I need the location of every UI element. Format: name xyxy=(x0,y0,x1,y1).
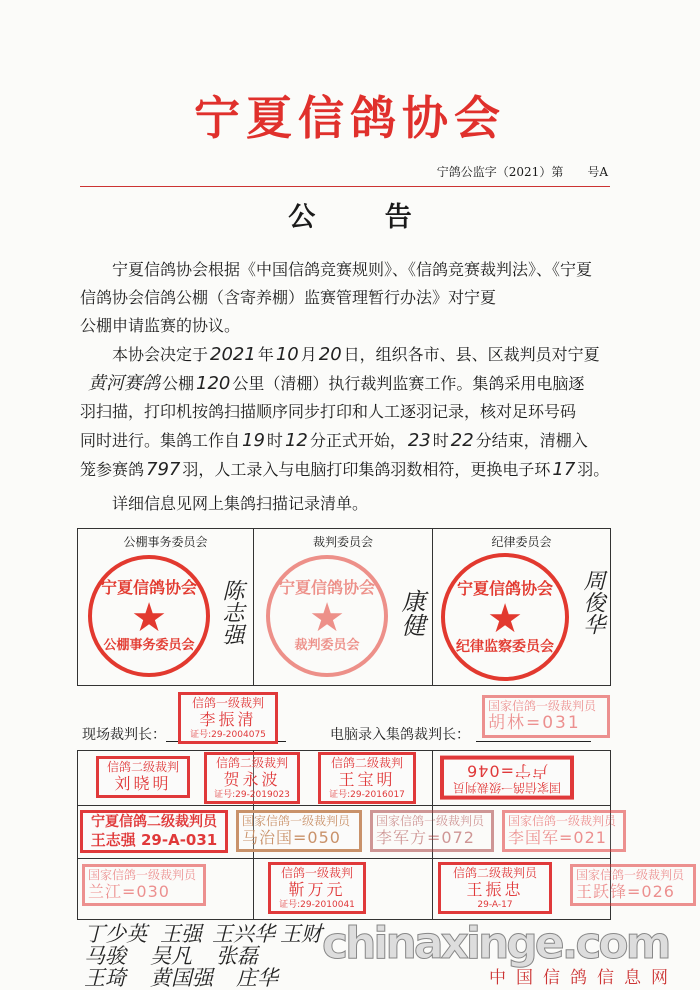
official-seal xyxy=(441,553,569,681)
referee-stamp xyxy=(318,752,416,804)
stamp-text: 证号:29-2004075 xyxy=(190,729,266,740)
stamp-text: 李振清 xyxy=(199,710,257,730)
official-seal xyxy=(88,555,210,677)
handwritten-ring-count: 17 xyxy=(552,459,576,480)
field-chief-label: 现场裁判长： xyxy=(82,727,166,743)
referee-stamp xyxy=(502,810,626,852)
paragraph-line xyxy=(86,372,584,396)
text: 日，组织各市、县、区裁判员对宁夏 xyxy=(343,345,600,364)
signature: 周俊华 xyxy=(580,569,605,635)
signature: 康健 xyxy=(397,589,425,637)
text: 本协会决定于 xyxy=(80,345,209,364)
stamp-text: 李国军=021 xyxy=(508,828,607,848)
handwritten-end-hour: 23 xyxy=(407,430,431,451)
stamp-text: 贺永波 xyxy=(223,770,281,790)
referee-stamp xyxy=(570,864,696,906)
official-seal xyxy=(266,555,388,677)
computer-chief-label: 电脑录入集鸽裁判长： xyxy=(330,727,470,743)
text: 公棚 xyxy=(162,374,195,393)
paragraph-line: 详细信息见网上集鸽扫描记录清单。 xyxy=(80,494,369,513)
text: 分结束，清棚入 xyxy=(475,431,588,450)
signature: 王强 xyxy=(160,922,202,946)
signature-line xyxy=(476,741,591,742)
watermark-site: chinaxinge.com xyxy=(322,918,669,969)
stamp-text: 兰江=030 xyxy=(88,882,170,902)
stamp-text: 靳万元 xyxy=(288,880,346,900)
seal-text: 裁判委员会 xyxy=(294,638,360,653)
stamp-text: 王振忠 xyxy=(466,880,524,900)
referee-stamp xyxy=(438,862,552,914)
stamp-text: 国家信鸽一级裁判员 xyxy=(242,814,351,828)
stamp-text: 王志强 29-A-031 xyxy=(90,830,218,849)
seal-text: 宁夏信鸽协会 xyxy=(278,578,375,597)
stamp-text: 马治国=050 xyxy=(242,828,341,848)
referee-stamp xyxy=(440,756,574,800)
referee-stamp xyxy=(96,756,190,798)
referee-stamp xyxy=(204,752,300,804)
committee-label: 纪律委员会 xyxy=(491,535,552,549)
star-icon: ★ xyxy=(487,596,523,642)
stamp-text: 王宝明 xyxy=(338,770,396,790)
signature: 马骏 xyxy=(84,944,126,968)
committee-table xyxy=(77,528,611,686)
handwritten-end-minute: 22 xyxy=(450,430,474,451)
stamp-text: 李军方=072 xyxy=(376,828,475,848)
handwritten-start-hour: 19 xyxy=(242,430,265,451)
referee-stamp xyxy=(268,862,366,914)
paragraph-line: 公棚申请监赛的协议。 xyxy=(80,316,241,335)
paragraph-line: 羽扫描，打印机按鸽扫描顺序同步打印和人工逐羽记录，核对足环号码 xyxy=(80,402,577,421)
signature: 丁少英 xyxy=(84,922,147,946)
stamp-text: 国家信鸽一级裁判员 xyxy=(453,780,562,795)
signature: 黄国强 xyxy=(150,966,213,990)
signature: 张磊 xyxy=(216,944,258,968)
handwritten-distance: 120 xyxy=(196,373,231,394)
stamp-text: 国家信鸽一级裁判员 xyxy=(488,699,597,713)
star-icon: ★ xyxy=(309,595,345,641)
signature: 陈志强 xyxy=(219,579,244,645)
committee-label: 公棚事务委员会 xyxy=(123,535,208,549)
text: 羽。 xyxy=(577,460,610,479)
text: 同时进行。集鸽工作自 xyxy=(80,431,241,450)
header-rule xyxy=(80,186,610,187)
handwritten-bird-count: 797 xyxy=(146,459,181,480)
paragraph-line xyxy=(80,429,588,453)
referee-stamp xyxy=(236,810,362,852)
referee-stamp xyxy=(370,810,494,852)
stamp-text: 信鸽一级裁判 xyxy=(191,696,264,710)
paragraph-line xyxy=(80,343,600,367)
stamp-text: 刘晓明 xyxy=(114,774,172,794)
stamp-text: 卢宁=046 xyxy=(466,761,548,781)
signature: 吴凡 xyxy=(150,944,192,968)
stamp-text: 信鸽二级裁判员 xyxy=(452,866,537,880)
association-title: 宁夏信鸽协会 xyxy=(194,91,506,145)
handwritten-loft-name: 黄河赛鸽 xyxy=(88,373,160,394)
stamp-text: 证号:29-2016017 xyxy=(329,789,405,800)
handwritten-month: 10 xyxy=(275,344,299,365)
document-number: 宁鸽公监字（2021）第 号A xyxy=(436,165,608,179)
stamp-text: 胡林=031 xyxy=(488,713,581,734)
committee-cell xyxy=(78,529,254,686)
text: 公里（清棚）执行裁判监赛工作。集鸽采用电脑逐 xyxy=(232,374,585,393)
referee-stamp xyxy=(80,810,228,853)
watermark-name: 中国信鸽信息网 xyxy=(489,968,678,988)
text: 时 xyxy=(266,431,283,450)
stamp-text: 国家信鸽一级裁判员 xyxy=(376,814,485,828)
paragraph-line: 宁夏信鸽协会根据《中国信鸽竞赛规则》、《信鸽竞赛裁判法》、《宁夏 xyxy=(80,260,593,279)
paragraph-line: 信鸽协会信鸽公棚（含寄养棚）监赛管理暂行办法》对宁夏 xyxy=(80,288,497,307)
referee-stamp xyxy=(178,692,278,744)
committee-cell xyxy=(433,529,611,686)
signature: 王琦 xyxy=(84,966,126,990)
star-icon: ★ xyxy=(131,595,167,641)
stamp-text: 信鸽一级裁判 xyxy=(280,866,353,880)
stamp-text: 证号:29-2019023 xyxy=(214,789,290,800)
stamp-text: 信鸽二级裁判 xyxy=(215,756,288,770)
seal-text: 宁夏信鸽协会 xyxy=(100,578,197,597)
signature: 庄华 xyxy=(236,966,278,990)
stamp-text: 宁夏信鸽二级裁判员 xyxy=(91,814,217,830)
paragraph-line xyxy=(80,458,609,482)
seal-text: 公棚事务委员会 xyxy=(103,638,195,653)
seal-text: 纪律监察委员会 xyxy=(456,639,554,655)
text: 月 xyxy=(300,345,317,364)
signature: 王兴华 xyxy=(212,922,275,946)
stamp-text: 证号:29-2010041 xyxy=(279,899,355,910)
committee-label: 裁判委员会 xyxy=(312,535,373,549)
signature: 王财 xyxy=(280,922,322,946)
text: 年 xyxy=(257,345,274,364)
seal-text: 宁夏信鸽协会 xyxy=(456,579,553,598)
notice-title: 公 告 xyxy=(288,202,442,233)
stamp-text: 王跃锋=026 xyxy=(576,882,675,902)
stamp-text: 国家信鸽一级裁判员 xyxy=(508,814,617,828)
stamp-text: 信鸽二级裁判 xyxy=(106,760,179,774)
stamp-text: 国家信鸽一级裁判员 xyxy=(576,868,685,882)
handwritten-year: 2021 xyxy=(210,344,256,365)
text: 时 xyxy=(432,431,449,450)
referee-stamp xyxy=(82,864,206,906)
text: 笼参赛鸽 xyxy=(80,460,145,479)
handwritten-day: 20 xyxy=(318,344,342,365)
text: 分正式开始， xyxy=(309,431,406,450)
text: 羽，人工录入与电脑打印集鸽羽数相符，更换电子环 xyxy=(182,460,551,479)
stamp-text: 信鸽二级裁判 xyxy=(330,756,403,770)
referee-stamp xyxy=(482,695,610,738)
committee-cell xyxy=(254,529,433,686)
stamp-text: 29-A-17 xyxy=(477,899,513,910)
handwritten-start-minute: 12 xyxy=(284,430,308,451)
stamp-text: 国家信鸽一级裁判员 xyxy=(88,868,197,882)
